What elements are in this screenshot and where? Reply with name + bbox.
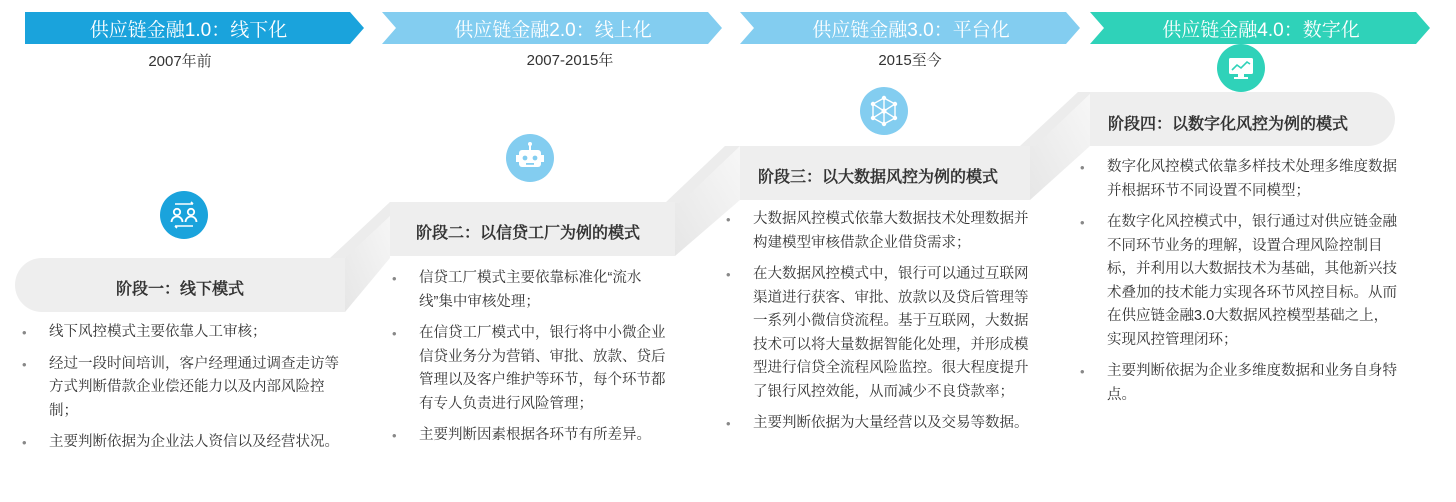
stage-3-bullet: • 在大数据风控模式中，银行可以通过互联网渠道进行获客、审批、放款以及贷后管理等一系列小微信贷流程。基于互联网，大数据技术可以将大量数据智能化处理，并形成模型进行信贷全流程风险监控。很大程度提升了银行风控效能，从而减少不良贷款率； (722, 263, 1040, 404)
period-1: 2007年前 (148, 53, 212, 70)
monitor-chart-icon (1217, 44, 1265, 92)
header-2 (396, 12, 722, 44)
header-3-label: 供应链金融3.0：平台化 (812, 19, 1010, 41)
stage-1-bullet: • 线下风控模式主要依靠人工审核； (18, 321, 345, 345)
stage-1-title: 阶段一：线下模式 (116, 281, 245, 298)
stage-2-title: 阶段二：以信贷工厂为例的模式 (416, 225, 641, 242)
stage-4-bullet: • 在数字化风控模式中，银行通过对供应链金融不同环节业务的理解，设置合理风险控制目标，并利用以大数据技术为基础，其他新兴技术叠加的技术能力实现各环节风控目标。从而在供应链金融3.0大数据风控模型基础之上，实现风控管理闭环； (1076, 211, 1400, 352)
stage-1-bullets (18, 321, 345, 463)
header-4-label: 供应链金融4.0：数字化 (1162, 19, 1360, 41)
stage-3-bullet: • 大数据风控模式依靠大数据技术处理数据并构建模型审核借款企业借贷需求； (722, 208, 1040, 255)
header-1 (25, 12, 364, 44)
stage-2-bullet: • 信贷工厂模式主要依靠标准化“流水线”集中审核处理； (388, 267, 674, 314)
stage-3-title: 阶段三：以大数据风控为例的模式 (758, 169, 999, 186)
stage-2-bullet: • 在信贷工厂模式中，银行将中小微企业信贷业务分为营销、审批、放款、贷后管理以及客户维护等环节，每个环节都有专人负责进行风险管理； (388, 322, 674, 416)
period-2: 2007-2015年 (526, 52, 614, 69)
header-2-label: 供应链金融2.0：线上化 (454, 19, 652, 41)
stage-2-bullets (388, 267, 674, 456)
stage-3-bullet: • 主要判断依据为大量经营以及交易等数据。 (722, 412, 1040, 436)
stage-2-bullet: • 主要判断因素根据各环节有所差异。 (388, 424, 674, 448)
stage-4-bullet: • 数字化风控模式依靠多样技术处理多维度数据并根据环节不同设置不同模型； (1076, 156, 1400, 203)
header-1-label: 供应链金融1.0：线下化 (89, 19, 288, 41)
network-nodes-icon (860, 87, 908, 135)
period-3: 2015至今 (878, 52, 942, 69)
header-4 (1104, 12, 1430, 44)
stage-4-bullets (1076, 156, 1400, 415)
stage-3-bullets (722, 208, 1040, 444)
robot-icon (506, 134, 554, 182)
people-network-icon (160, 191, 208, 239)
header-3 (754, 12, 1080, 44)
stage-4-title: 阶段四：以数字化风控为例的模式 (1108, 116, 1349, 133)
stage-1-bullet: • 主要判断依据为企业法人资信以及经营状况。 (18, 431, 345, 455)
stage-1-bullet: • 经过一段时间培训，客户经理通过调查走访等方式判断借款企业偿还能力以及内部风险控制； (18, 353, 345, 424)
stage-4-bullet: • 主要判断依据为企业多维度数据和业务自身特点。 (1076, 360, 1400, 407)
